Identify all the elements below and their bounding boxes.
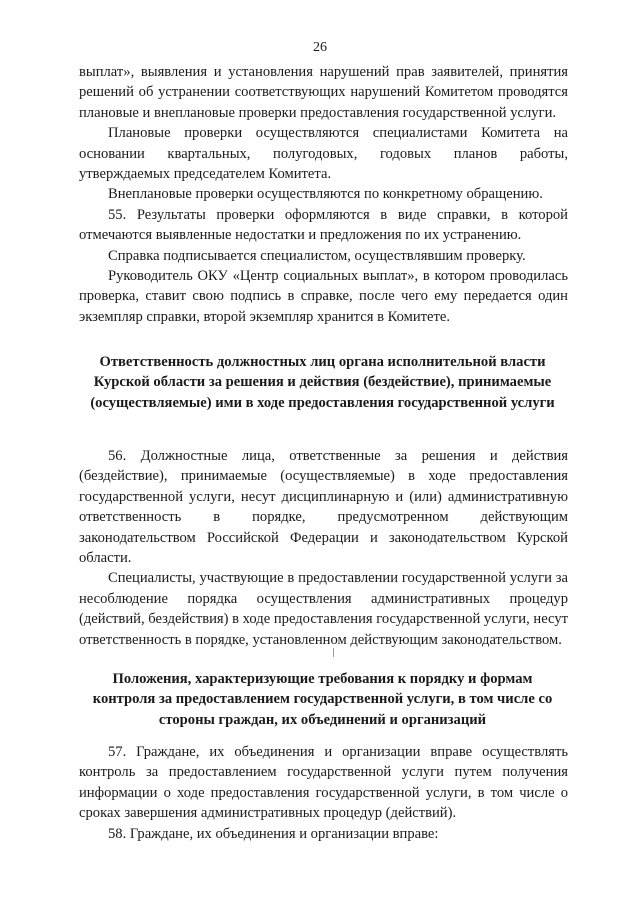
scan-mark <box>333 648 334 657</box>
top-text-block <box>79 62 568 327</box>
paragraph-continuation: выплат», выявления и установления нарушений прав заявителей, принятия решений об устранении соответствующих нарушений Комитетом проводятся плановые и внеплановые проверки предоставления государственной услуги. <box>79 64 568 121</box>
paragraph-specialists: Специалисты, участвующие в предоставлении государственной услуги за несоблюдение порядка осуществления административных процедур (действий, бездействия) в ходе предоставления государственной услуги, несут ответственность в порядке, установленном действующим законодательством. <box>79 570 568 648</box>
paragraph-57: 57. Граждане, их объединения и организации вправе осуществлять контроль за предоставлением государственной услуги путем получения информации о ходе предоставления государственной услуги, в том числе о сроках завершения административных процедур (действий). <box>79 744 568 822</box>
paragraph-55: 55. Результаты проверки оформляются в виде справки, в которой отмечаются выявленные недостатки и предложения по их устранению. <box>79 206 568 244</box>
paragraph-unplanned-checks: Внеплановые проверки осуществляются по конкретному обращению. <box>108 186 543 203</box>
section-heading-responsibility: Ответственность должностных лиц органа исполнительной власти Курской области за решения и действия (бездействие), принимаемые (осуществляемые) ими в ходе предоставления государственной услуги <box>90 354 555 411</box>
paragraph-planned-checks: Плановые проверки осуществляются специалистами Комитета на основании квартальных, полугодовых, годовых планов работы, утверждаемых председателем Комитета. <box>79 125 568 183</box>
paragraph-56: 56. Должностные лица, ответственные за решения и действия (бездействие), принимаемые (осуществляемые) в ходе предоставления государственной услуги, несут дисциплинарную и (или) административную ответственность в порядке, предусмотренном действующим законодательством Российской Федерации и законодательством Курской области. <box>79 448 568 567</box>
section-responsibility-body <box>79 446 568 650</box>
page-number: 26 <box>313 40 327 55</box>
paragraph-head-oku: Руководитель ОКУ «Центр социальных выплат», в котором проводилась проверка, ставит свою подпись в справке, после чего ему передается один экземпляр справки, второй экземпляр хранится в Комитете. <box>79 268 568 325</box>
section-heading-control: Положения, характеризующие требования к порядку и формам контроля за предоставлением государственной услуги, в том числе со стороны граждан, их объединений и организаций <box>92 671 553 728</box>
section-control-body <box>79 742 568 844</box>
paragraph-58: 58. Граждане, их объединения и организации вправе: <box>108 825 439 842</box>
paragraph-signature: Справка подписывается специалистом, осуществлявшим проверку. <box>108 247 526 264</box>
